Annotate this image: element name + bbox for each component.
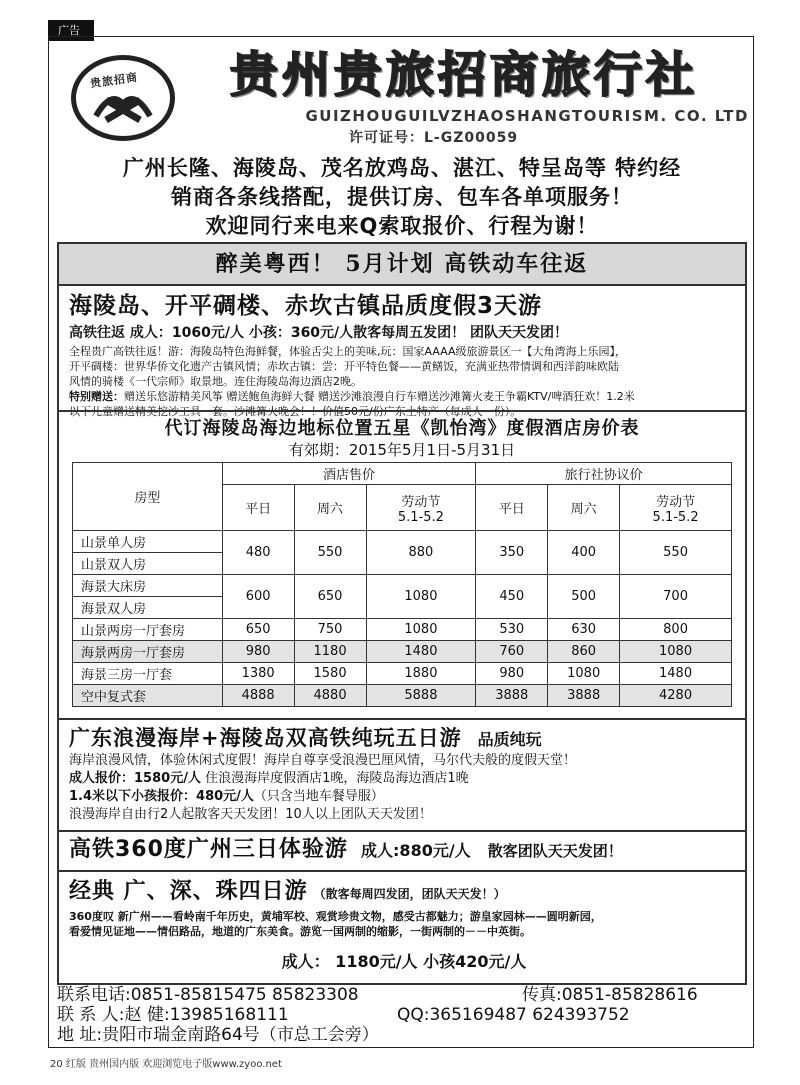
rate-cell: 4880 [294, 685, 366, 707]
tour1-desc: 全程贵广高铁往返！游：海陵岛特色海鲜餐，体验舌尖上的美味,玩：国家AAAA级旅游景区一【大角湾海上乐园】， [69, 345, 627, 358]
tour4-title: 经典 广、深、珠四日游 [69, 879, 308, 904]
rate-cell: 1080 [620, 641, 732, 663]
contact-row [57, 1005, 747, 1025]
contact-fax: 传真:0851-85828616 [522, 985, 698, 1005]
license-number: 许可证号：L-GZ00059 [349, 130, 519, 146]
col-saturday: 周六 [294, 485, 366, 531]
rate-cell: 1080 [548, 663, 620, 685]
adult-price-label: 成人报价： [69, 771, 135, 786]
tour2-line: 海岸浪漫风情，体验休闲式度假！海岸自尊享受浪漫巴厘风情，马尔代夫般的度假天堂！ [69, 753, 577, 768]
contact-address: 地 址:贵阳市瑞金南路64号（市总工会旁） [57, 1025, 379, 1045]
room-type: 海景大床房 [73, 575, 223, 597]
rate-cell: 650 [222, 619, 294, 641]
adult-price-note: 住浪漫海岸度假酒店1晚，海陵岛海边酒店1晚 [200, 771, 469, 786]
tour-hailing-3day [69, 290, 739, 419]
tour2-line: 浪漫海岸自由行2人起散客天天发团！10人以上团队天天发团！ [69, 807, 432, 822]
room-type: 海景双人房 [73, 597, 223, 619]
rate-cell: 880 [366, 531, 476, 575]
page-footer: 20 红版 贵州国内版 欢迎浏览电子版www.zyoo.net [50, 1059, 282, 1070]
tour4-sub: （散客每周四发团，团队天天发！） [313, 887, 506, 901]
labor-day-label: 劳动节 [656, 494, 696, 510]
table-row [73, 663, 732, 685]
rate-cell: 1480 [366, 641, 476, 663]
adult-price: 1580元/人 [134, 771, 201, 786]
contact-row [57, 985, 747, 1005]
tour4-desc: 看爱情见证地——情侣路品，地道的广东美食。游览一国两制的缩影，一街两制的－－中英街。 [69, 925, 531, 938]
rate-cell: 980 [476, 663, 548, 685]
tour4-desc: 360度叹 新广州——看岭南千年历史，黄埔军校、观赏珍贵文物，感受古都魅力；游皇家园林——圆明新园， [69, 910, 602, 923]
col-room-type: 房型 [73, 463, 223, 531]
tour3-price: 成人:880元/人 [361, 841, 471, 860]
intro-line: 广州长隆、海陵岛、茂名放鸡岛、湛江、特呈岛等 特约经 [122, 156, 682, 180]
tour2-title: 广东浪漫海岸+海陵岛双高铁纯玩五日游 [69, 726, 462, 750]
hotel-title: 代订海陵岛海边地标位置五星《凯怡湾》度假酒店房价表 [164, 418, 640, 439]
logo-text: 贵旅招商 [89, 70, 139, 91]
rate-cell: 480 [222, 531, 294, 575]
tour-coast-5day [69, 724, 739, 824]
hotel-rate-table [72, 462, 732, 707]
room-type: 海景两房一厅套房 [73, 641, 223, 663]
rate-cell: 860 [548, 641, 620, 663]
rate-cell: 350 [476, 531, 548, 575]
rate-cell: 500 [548, 575, 620, 619]
col-labor-day [366, 485, 476, 531]
labor-day-dates: 5.1-5.2 [652, 509, 699, 525]
tour3-tail: 散客团队天天发团！ [487, 842, 623, 860]
tour-gd-4day [69, 874, 739, 972]
col-saturday: 周六 [548, 485, 620, 531]
tour4-heading [69, 874, 739, 905]
rate-cell: 450 [476, 575, 548, 619]
contact-info [57, 985, 747, 1045]
contact-person: 联 系 人:赵 健:13985168111 [57, 1005, 289, 1025]
company-name: 贵州贵旅招商旅行社 [229, 47, 698, 103]
child-price-label: 1.4米以下小孩报价： [69, 789, 197, 804]
rate-cell: 700 [620, 575, 732, 619]
tour3-title: 高铁360度广州三日体验游 [69, 837, 348, 862]
group-agency-price: 旅行社协议价 [476, 463, 732, 485]
rate-cell: 650 [294, 575, 366, 619]
tour1-desc: 风情的骑楼《一代宗师》取景地。连住海陵岛海边酒店2晚。 [69, 375, 362, 388]
tour1-price: 高铁往返 成人：1060元/人 小孩：360元/人散客每周五发团！ 团队天天发团！ [69, 325, 569, 341]
table-row [73, 531, 732, 553]
rate-cell: 1380 [222, 663, 294, 685]
rate-cell: 1480 [620, 663, 732, 685]
rate-cell: 800 [620, 619, 732, 641]
room-type: 海景三房一厅套 [73, 663, 223, 685]
labor-day-label: 劳动节 [401, 494, 441, 510]
rate-cell: 980 [222, 641, 294, 663]
intro-line: 欢迎同行来电来Q索取报价、行程为谢！ [205, 214, 599, 238]
tour2-child [69, 788, 739, 806]
tour-guangzhou-3day [69, 834, 739, 867]
tour2-tag: 品质纯玩 [477, 730, 542, 749]
divider [59, 870, 745, 872]
rate-cell: 1180 [294, 641, 366, 663]
tour1-gift [69, 389, 739, 404]
room-type: 山景单人房 [73, 531, 223, 553]
room-type: 山景两房一厅套房 [73, 619, 223, 641]
table-row [73, 619, 732, 641]
room-type: 空中复式套 [73, 685, 223, 707]
company-name-english: GUIZHOUGUILVZHAOSHANGTOURISM. CO. LTD [305, 107, 749, 125]
contact-row [57, 1025, 747, 1045]
divider [59, 718, 745, 720]
divider [59, 410, 745, 412]
rate-cell: 3888 [548, 685, 620, 707]
gift-label: 特别赠送： [69, 390, 124, 403]
rate-cell: 530 [476, 619, 548, 641]
rate-cell: 750 [294, 619, 366, 641]
intro-text [57, 154, 747, 241]
hotel-period: 有郊期：2015年5月1日-5月31日 [288, 441, 516, 459]
rate-cell: 550 [620, 531, 732, 575]
main-block [57, 242, 747, 985]
rate-cell: 760 [476, 641, 548, 663]
contact-phone: 联系电话:0851-85815475 85823308 [57, 985, 359, 1005]
tour2-heading [69, 724, 739, 752]
group-hotel-price: 酒店售价 [222, 463, 476, 485]
contact-qq: QQ:365169487 624393752 [397, 1005, 630, 1025]
intro-line: 销商各条线搭配，提供订房、包车各单项服务！ [171, 185, 633, 209]
col-labor-day [620, 485, 732, 531]
rate-cell: 1580 [294, 663, 366, 685]
banner-title: 醉美粤西！ 5月计划 高铁动车往返 [59, 244, 745, 286]
rate-cell: 630 [548, 619, 620, 641]
ad-frame [48, 36, 754, 1048]
tour1-desc: 开平碉楼：世界华侨文化遗产古镇风情；赤坎古镇：尝：开平特色餐——黄鳝饭，充满亚热带情调和西洋韵味欧陆 [69, 360, 619, 373]
rate-cell: 4280 [620, 685, 732, 707]
col-weekday: 平日 [476, 485, 548, 531]
rate-cell: 3888 [476, 685, 548, 707]
child-price: 480元/人 [196, 789, 254, 804]
rate-cell: 1080 [366, 575, 476, 619]
gift-text: 赠送乐悠游精美风筝 赠送鲍鱼海鲜大餐 赠送沙滩浪漫自行车赠送沙滩篝火麦王争霸KTV/啤酒狂欢！1.2米 [124, 390, 635, 403]
child-price-note: （只含当地车餐导服） [253, 789, 384, 804]
table-row [73, 685, 732, 707]
tour2-adult [69, 770, 739, 788]
rate-cell: 1080 [366, 619, 476, 641]
rate-cell: 600 [222, 575, 294, 619]
col-weekday: 平日 [222, 485, 294, 531]
rate-cell: 5888 [366, 685, 476, 707]
table-row [73, 641, 732, 663]
tour1-title: 海陵岛、开平碉楼、赤坎古镇品质度假3天游 [69, 293, 543, 319]
rate-cell: 1880 [366, 663, 476, 685]
company-logo [71, 55, 175, 141]
labor-day-dates: 5.1-5.2 [397, 509, 444, 525]
tour4-price: 成人： 1180元/人 小孩420元/人 [281, 952, 527, 971]
table-row [73, 575, 732, 597]
rate-cell: 400 [548, 531, 620, 575]
rate-cell: 550 [294, 531, 366, 575]
rate-cell: 4888 [222, 685, 294, 707]
divider [59, 830, 745, 832]
ad-label: 广告 [48, 20, 94, 41]
room-type: 山景双人房 [73, 553, 223, 575]
